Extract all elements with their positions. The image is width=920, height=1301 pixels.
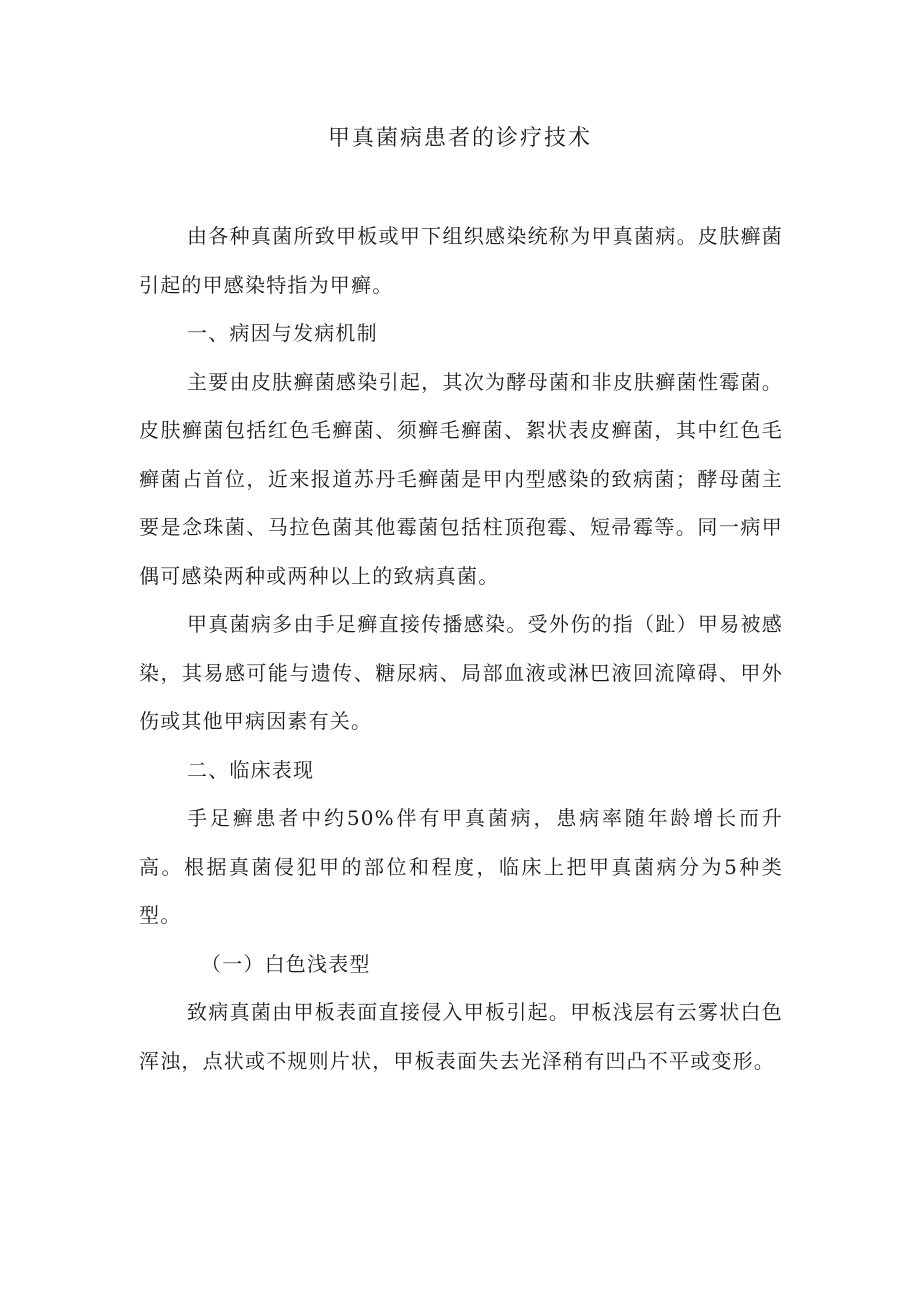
section-heading-clinical: 二、临床表现 (187, 757, 315, 782)
etiology-paragraph: 主要由皮肤癣菌感染引起，其次为酵母菌和非皮肤癣菌性霉菌。皮肤癣菌包括红色毛癣菌、须癣毛癣菌、絮状表皮癣菌，其中红色毛癣菌占首位，近来报道苏丹毛癣菌是甲内型感染的致病菌；酵母菌主要是念珠菌、马拉色菌其他霉菌包括柱顶孢霉、短帚霉等。同一病甲偶可感染两种或两种以上的致病真菌。 (139, 369, 783, 588)
document-title: 甲真菌病患者的诊疗技术 (327, 126, 592, 151)
transmission-paragraph: 甲真菌病多由手足癣直接传播感染。受外伤的指（趾）甲易被感染，其易感可能与遗传、糖尿病、局部血液或淋巴液回流障碍、甲外伤或其他甲病因素有关。 (139, 612, 783, 733)
subsection-heading-white-superficial: （一）白色浅表型 (201, 951, 371, 976)
intro-paragraph: 由各种真菌所致甲板或甲下组织感染统称为甲真菌病。皮肤癣菌引起的甲感染特指为甲癣。 (139, 224, 783, 297)
document-body (139, 212, 783, 1085)
clinical-paragraph: 手足癣患者中约50%伴有甲真菌病，患病率随年龄增长而升高。根据真菌侵犯甲的部位和程度，临床上把甲真菌病分为5种类型。 (139, 806, 783, 927)
white-superficial-paragraph: 致病真菌由甲板表面直接侵入甲板引起。甲板浅层有云雾状白色浑浊，点状或不规则片状，甲板表面失去光泽稍有凹凸不平或变形。 (139, 1000, 783, 1073)
section-heading-etiology: 一、病因与发病机制 (187, 321, 378, 345)
